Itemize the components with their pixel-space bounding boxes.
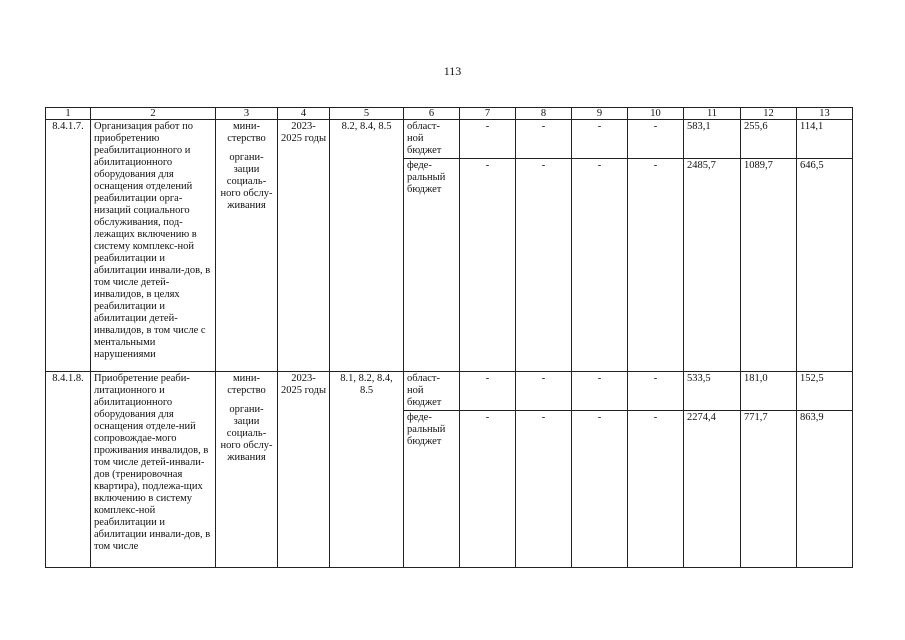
row-name: Организация работ по приобретению реабилитационного и абилитационного оборудования для оснащения отделений реабилитации орга-низаций социального обслуживания, под-лежащих включению в систему комплекс-ной реабилитации и абилитации инвали-дов, в том числе детей-инвалидов, в целях реабилитации и абилитации детей-инвалидов, в том числе с ментальными нарушениями xyxy=(91,120,216,372)
cell-c12: 771,7 xyxy=(741,411,797,568)
cell-c11: 2485,7 xyxy=(684,159,741,372)
header-row xyxy=(46,108,853,120)
cell-c11: 2274,4 xyxy=(684,411,741,568)
cell-c7: - xyxy=(460,372,516,411)
cell-c12: 181,0 xyxy=(741,372,797,411)
row-code: 8.4.1.8. xyxy=(46,372,91,568)
row-period: 2023-2025 годы xyxy=(278,372,330,568)
page-number: 113 xyxy=(443,64,462,78)
header-cell: 11 xyxy=(684,108,741,120)
header-cell: 4 xyxy=(278,108,330,120)
cell-c7: - xyxy=(460,411,516,568)
cell-c8: - xyxy=(516,159,572,372)
row-indicators: 8.1, 8.2, 8.4, 8.5 xyxy=(330,372,404,568)
cell-c12: 1089,7 xyxy=(741,159,797,372)
header-cell: 5 xyxy=(330,108,404,120)
cell-c11: 533,5 xyxy=(684,372,741,411)
header-cell: 7 xyxy=(460,108,516,120)
cell-c10: - xyxy=(628,159,684,372)
row-executor xyxy=(216,372,278,568)
header-cell: 12 xyxy=(741,108,797,120)
executor-secondary: органи-зации социаль-ного обслу-живания xyxy=(220,404,273,463)
cell-c8: - xyxy=(516,120,572,159)
executor-primary: мини-стерство xyxy=(227,373,266,396)
funding-source: феде-ральный бюджет xyxy=(404,411,460,568)
cell-c9: - xyxy=(572,372,628,411)
row-period: 2023-2025 годы xyxy=(278,120,330,372)
cell-c10: - xyxy=(628,411,684,568)
cell-c9: - xyxy=(572,411,628,568)
cell-c13: 646,5 xyxy=(797,159,853,372)
funding-source: феде-ральный бюджет xyxy=(404,159,460,372)
row-executor xyxy=(216,120,278,372)
cell-c13: 863,9 xyxy=(797,411,853,568)
cell-c10: - xyxy=(628,120,684,159)
executor-primary: мини-стерство xyxy=(227,121,266,144)
cell-c13: 114,1 xyxy=(797,120,853,159)
header-cell: 13 xyxy=(797,108,853,120)
cell-c10: - xyxy=(628,372,684,411)
cell-c9: - xyxy=(572,159,628,372)
header-cell: 10 xyxy=(628,108,684,120)
header-cell: 1 xyxy=(46,108,91,120)
cell-c13: 152,5 xyxy=(797,372,853,411)
header-cell: 3 xyxy=(216,108,278,120)
cell-c12: 255,6 xyxy=(741,120,797,159)
header-cell: 9 xyxy=(572,108,628,120)
cell-c9: - xyxy=(572,120,628,159)
cell-c8: - xyxy=(516,372,572,411)
row-indicators: 8.2, 8.4, 8.5 xyxy=(330,120,404,372)
program-table xyxy=(45,107,853,568)
cell-c7: - xyxy=(460,120,516,159)
cell-c11: 583,1 xyxy=(684,120,741,159)
header-cell: 8 xyxy=(516,108,572,120)
executor-secondary: органи-зации социаль-ного обслу-живания xyxy=(220,152,273,211)
table-row xyxy=(46,120,853,159)
table-row xyxy=(46,372,853,411)
header-cell: 6 xyxy=(404,108,460,120)
header-cell: 2 xyxy=(91,108,216,120)
cell-c7: - xyxy=(460,159,516,372)
funding-source: област-ной бюджет xyxy=(404,372,460,411)
row-code: 8.4.1.7. xyxy=(46,120,91,372)
row-name: Приобретение реаби-литационного и абилитационного оборудования для оснащения отделе-ний сопровождае-мого проживания инвалидов, в том числе детей-инвали-дов (тренировочная квартира), подлежа-щих включению в систему комплекс-ной реабилитации и абилитации инвали-дов, в том числе xyxy=(91,372,216,568)
cell-c8: - xyxy=(516,411,572,568)
funding-source: област-ной бюджет xyxy=(404,120,460,159)
